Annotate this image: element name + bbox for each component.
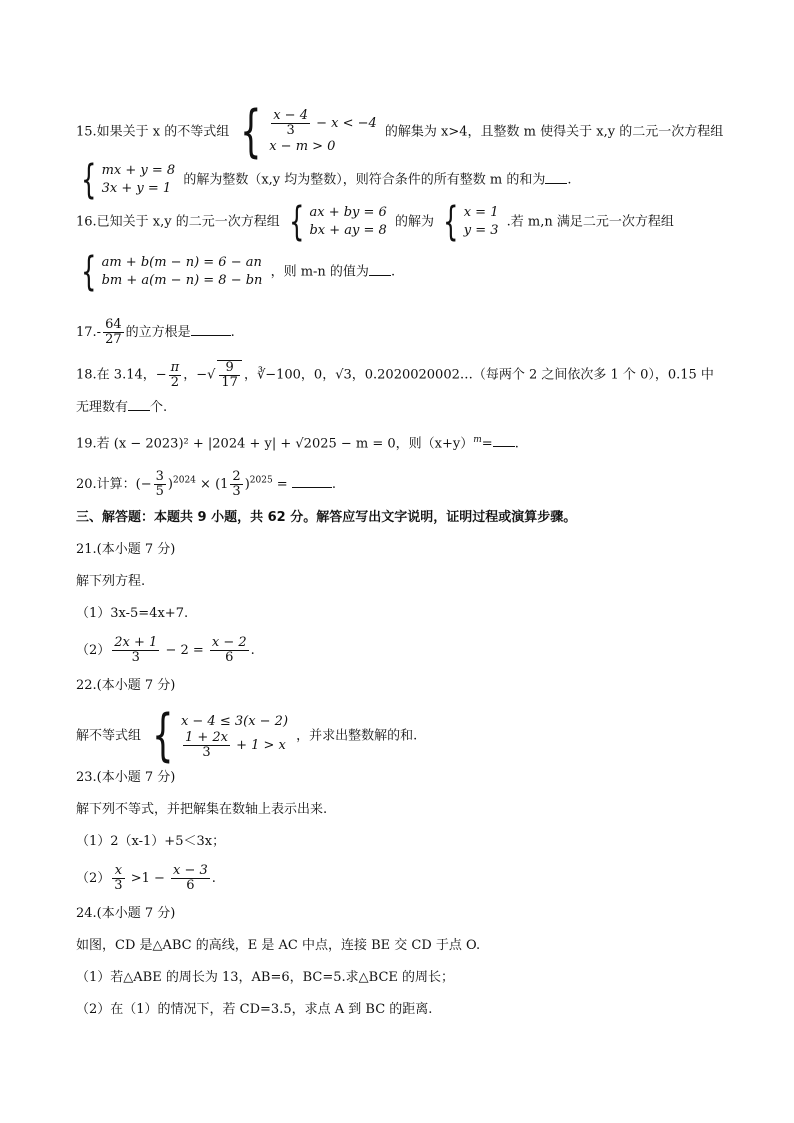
- q24-part1: （1）若△ABE 的周长为 13，AB=6，BC=5.求△BCE 的周长；: [76, 970, 455, 985]
- q19: 19.若 (x − 2023)² + |2024 + y| + √2025 − m = 0，则$(x+y)^m=$ .: [76, 430, 754, 454]
- q15-line2: { mx + y = 8 3x + y = 1 的解为整数（x,y 均为整数），则符合条件的所有整数 m 的和为 .: [81, 157, 572, 203]
- q21-inst: 解下列方程.: [76, 574, 146, 589]
- answer-blank[interactable]: [545, 169, 567, 184]
- q23-inst: 解下列不等式，并把解集在数轴上表示出来.: [76, 802, 328, 817]
- q21-part1: （1）3x-5=4x+7.: [76, 606, 189, 621]
- answer-blank[interactable]: [292, 473, 332, 488]
- q24-part2: （2）在（1）的情况下，若 CD=3.5，求点 A 到 BC 的距离.: [76, 1002, 433, 1017]
- q21-part2: （2） $\frac{2x + 1}{3}$ − 2 = $\frac{x - 2}{6}$ .: [76, 635, 255, 665]
- q17: 17.- $\frac{64}{27}$ 的立方根是 .: [76, 317, 235, 347]
- q15-line1: 15.如果关于 x 的不等式组 { $\frac{x - 4}{3}$ − x < −4 x − m > 0 的解集为 x>4，且整数 m 使得关于 x,y 的二元一次方程组: [76, 99, 724, 164]
- q18-line1: 18.在 3.14，− $\frac{\pi}{2}$ ，−√ $\frac{9}{17}$ ，∛−100，0，√3，0.2020020002…（每两个 2 之间依次多 1 个 0），0.15 中: [76, 359, 714, 390]
- q23-part2: （2） $\frac{x}{3}$ >1 − $\frac{x - 3}{6}$ .: [76, 863, 216, 893]
- q24-title: 24.(本小题 7 分): [76, 906, 176, 921]
- q18-line2: 无理数有 个.: [76, 396, 754, 418]
- q21-title: 21.(本小题 7 分): [76, 542, 176, 557]
- q20: 20.计算：(− $\frac{3}{5}$ )$^{2024}$ × (1 $\frac{2}{3}$ )$^{2025}$ = .: [76, 469, 336, 499]
- q16-line1: 16.已知关于 x,y 的二元一次方程组 { ax + by = 6 bx + ay = 8 的解为 { x = 1 y = 3 .若 m,n 满足二元一次方程组: [76, 199, 674, 245]
- brace: {: [240, 99, 262, 164]
- q24-stem: 如图，CD 是△ABC 的高线，E 是 AC 中点，连接 BE 交 CD 于点 O.: [76, 938, 481, 953]
- answer-blank[interactable]: [493, 432, 515, 447]
- answer-blank[interactable]: [191, 321, 231, 336]
- q16-line2: { am + b(m − n) = 6 − an bm + a(m − n) = 8 − bn ，则 m-n 的值为 .: [81, 249, 396, 295]
- q23-title: 23.(本小题 7 分): [76, 770, 176, 785]
- q15-equation-system: mx + y = 8 3x + y = 1: [101, 163, 176, 196]
- answer-blank[interactable]: [128, 396, 150, 411]
- answer-blank[interactable]: [369, 261, 391, 276]
- q22-title: 22.(本小题 7 分): [76, 678, 176, 693]
- q15-inequality-system: $\frac{x - 4}{3}$ − x < −4 x − m > 0: [269, 107, 377, 154]
- q23-part1: （1）2（x-1）+5＜3x；: [76, 834, 226, 849]
- section-heading: 三、解答题：本题共 9 小题，共 62 分。解答应写出文字说明，证明过程或演算步骤。: [76, 510, 577, 525]
- q22-body: 解不等式组 { x − 4 ≤ 3(x − 2) $\frac{1 + 2x}{3}$ + 1 > x ，并求出整数解的和.: [76, 703, 418, 768]
